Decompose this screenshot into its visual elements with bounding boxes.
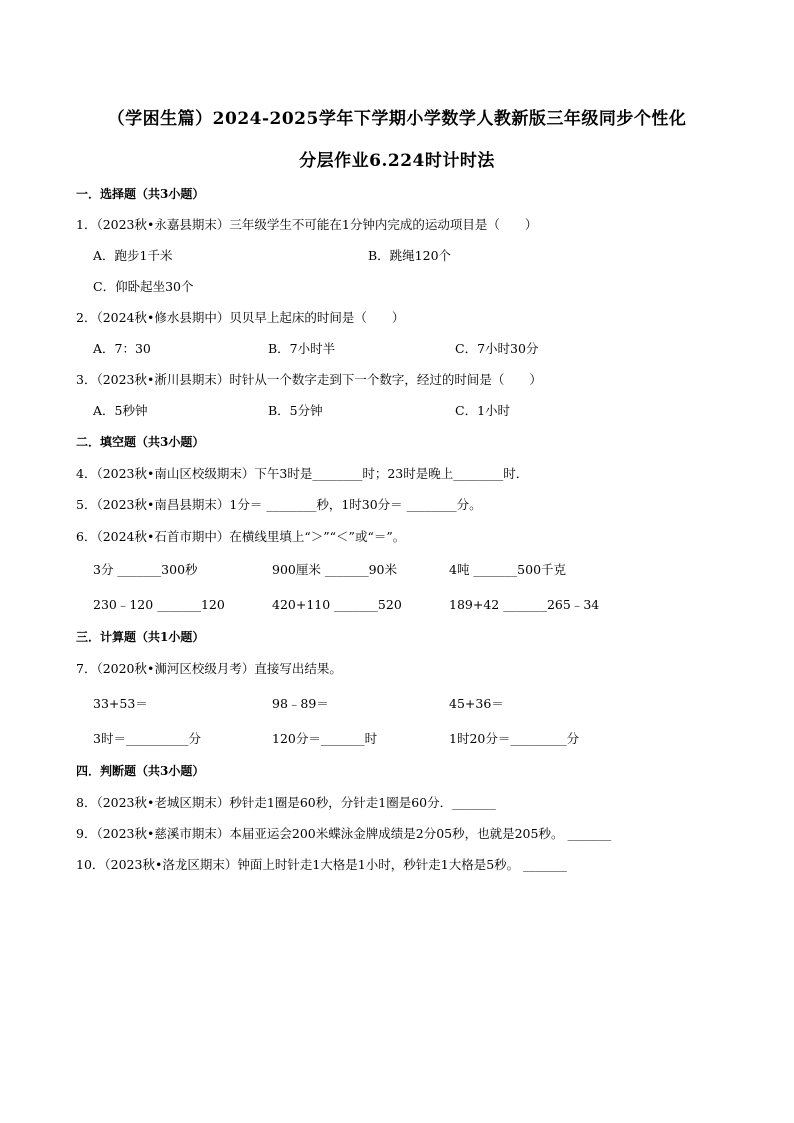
question-1-option-b: B．跳绳120个: [368, 248, 452, 263]
question-2-option-a: A．7：30: [93, 341, 151, 356]
question-9-stem: 9．（2023秋•慈溪市期末）本届亚运会200米蝶泳金牌成绩是2分05秒，也就是205秒。 _______: [76, 826, 612, 841]
question-6-item: 900厘米 _______90米: [272, 562, 397, 577]
question-6-item: 3分 _______300秒: [93, 562, 198, 577]
question-1-option-c: C．仰卧起坐30个: [93, 279, 194, 294]
question-6-stem: 6．（2024秋•石首市期中）在横线里填上“＞”“＜”或“＝”。: [76, 529, 406, 544]
question-6-item: 420+110 _______520: [272, 597, 402, 612]
question-6-item: 4吨 _______500千克: [449, 562, 567, 577]
question-2-option-c: C．7小时30分: [455, 341, 539, 356]
question-2-option-b: B．7小时半: [268, 341, 336, 356]
section-fill-heading: 二．填空题（共3小题）: [76, 435, 205, 449]
question-4-stem: 4．（2023秋•南山区校级期末）下午3时是________时；23时是晚上________时．: [76, 466, 529, 481]
question-7-item: 3时＝__________分: [93, 731, 201, 746]
question-8-stem: 8．（2023秋•老城区期末）秒针走1圈是60秒，分针走1圈是60分．_______: [76, 795, 496, 810]
question-7-item: 98﹣89＝: [272, 696, 329, 711]
question-7-item: 1时20分＝_________分: [449, 731, 580, 746]
question-6-item: 189+42 _______265﹣34: [449, 597, 600, 612]
title-line-2: 分层作业6.224时计时法: [299, 151, 495, 171]
question-1-option-a: A．跑步1千米: [93, 248, 173, 263]
question-7-item: 120分＝_______时: [272, 731, 378, 746]
question-3-stem: 3．（2023秋•淅川县期末）时针从一个数字走到下一个数字，经过的时间是（ ）: [76, 372, 542, 387]
question-3-option-b: B．5分钟: [268, 403, 323, 418]
question-2-stem: 2．（2024秋•修水县期中）贝贝早上起床的时间是（ ）: [76, 310, 405, 325]
question-7-stem: 7．（2020秋•浉河区校级月考）直接写出结果。: [76, 661, 342, 676]
question-3-option-c: C．1小时: [455, 403, 511, 418]
title-line-1: （学困生篇）2024-2025学年下学期小学数学人教新版三年级同步个性化: [107, 109, 687, 129]
question-10-stem: 10．（2023秋•洛龙区期末）钟面上时针走1大格是1小时，秒针走1大格是5秒。 _______: [76, 857, 567, 872]
section-choice-heading: 一．选择题（共3小题）: [76, 187, 205, 201]
question-3-option-a: A．5秒钟: [93, 403, 148, 418]
question-5-stem: 5．（2023秋•南昌县期末）1分＝ ________秒，1时30分＝ ________分。: [76, 497, 482, 512]
section-judge-heading: 四．判断题（共3小题）: [76, 764, 205, 778]
section-calc-heading: 三．计算题（共1小题）: [76, 630, 205, 644]
question-7-item: 45+36＝: [449, 696, 504, 711]
question-6-item: 230﹣120 _______120: [93, 597, 225, 612]
question-1-stem: 1．（2023秋•永嘉县期末）三年级学生不可能在1分钟内完成的运动项目是（ ）: [76, 217, 538, 232]
question-7-item: 33+53＝: [93, 696, 148, 711]
